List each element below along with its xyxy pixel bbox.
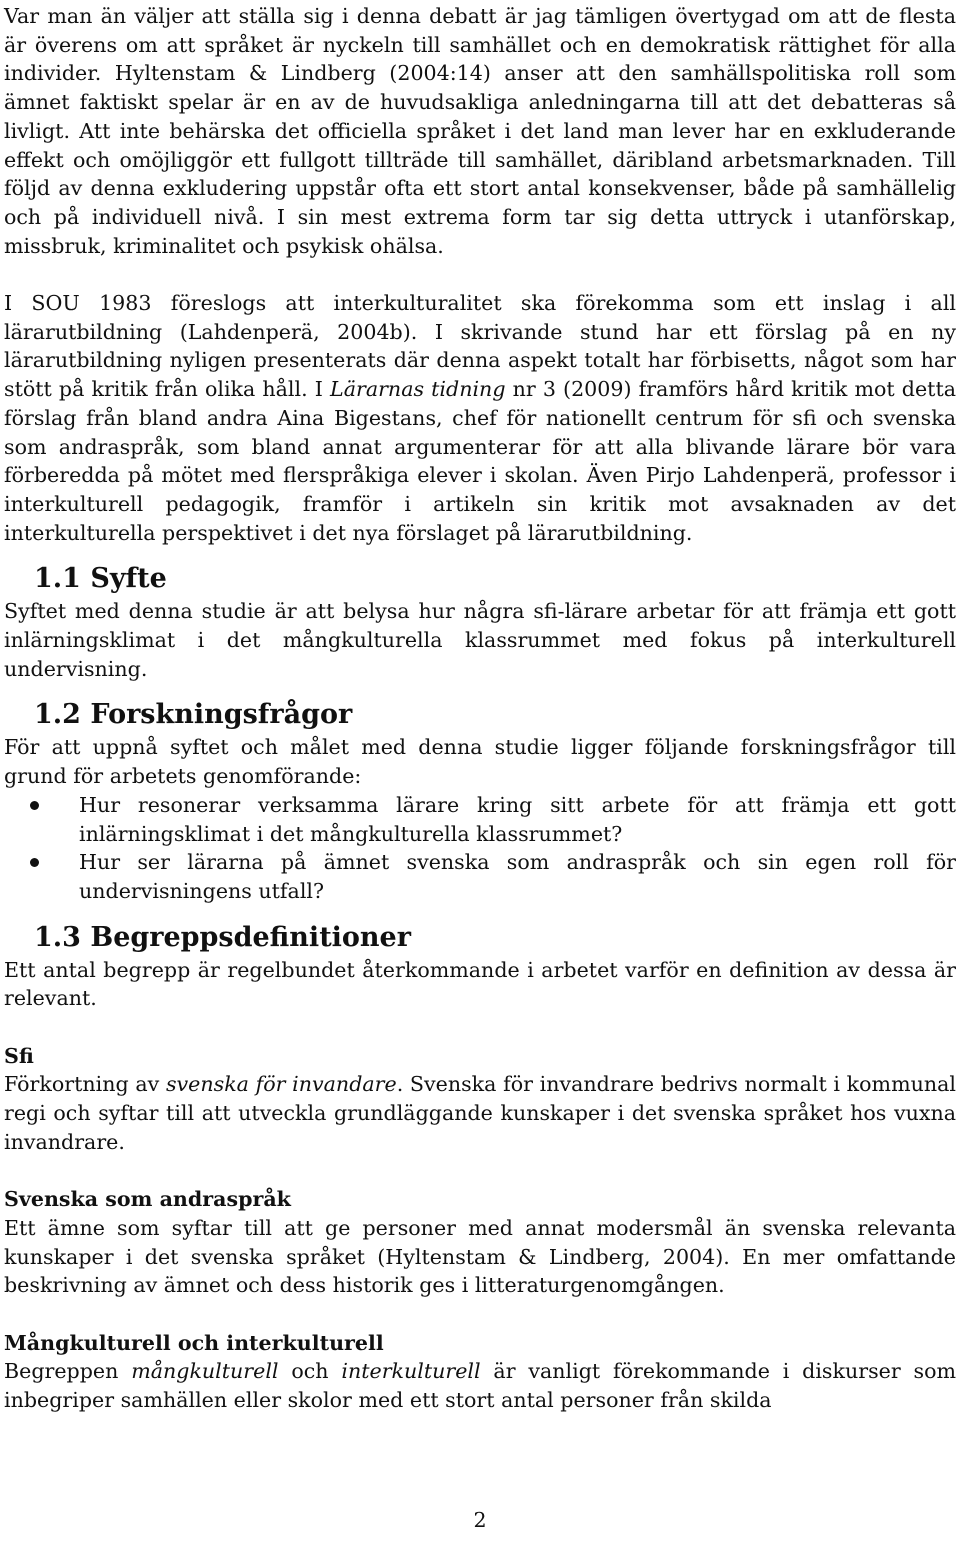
paragraph-mangkulturell-part-b: är vanligt förekommande i diskurser som inbegriper samhällen eller skolor med ett stort antal personer från skilda <box>4 1359 956 1413</box>
paragraph-sva: Ett ämne som syftar till att ge personer med annat modersmål än svenska relevanta kunskaper i det svenska språket (Hyltenstam & Lindberg, 2004). En mer omfattande beskrivning av ämnet och dess historik ges i litteraturgenomgången. <box>4 1215 956 1298</box>
heading-svenska-som-andrasprak: Svenska som andraspråk <box>4 1187 291 1212</box>
paragraph-intro-2-part-b: nr 3 (2009) framförs hård kritik mot detta förslag från bland andra Aina Bigestans, chef för nationellt centrum för sfi och svenska som andraspråk, som bland annat argumenterar för att alla blivande lärare bör vara förberedda på mötet med flerspråkiga elever i skolan. Även Pirjo Lahdenperä, professor i interkulturell pedagogik, framför i artikeln sin kritik mot avsaknaden av det interkulturella perspektivet i det nya förslaget på lärarutbildning. <box>4 377 956 545</box>
paragraph-begrepp: Ett antal begrepp är regelbundet återkommande i arbetet varför en definition av dessa är relevant. <box>4 957 956 1011</box>
document-page <box>4 2 956 1415</box>
heading-syfte: 1.1 Syfte <box>34 563 167 595</box>
paragraph-intro-2 <box>4 289 956 547</box>
paragraph-syfte: Syftet med denna studie är att belysa hur några sfi-lärare arbetar för att främja ett gott inlärningsklimat i det mångkulturella klassrummet med fokus på interkulturell undervisning. <box>4 599 956 681</box>
term-emphasis: mångkulturell <box>131 1359 279 1384</box>
paragraph-sfi-part-b: . Svenska för invandrare bedrivs normalt i kommunal regi och syftar till att utveckla grundläggande kunskaper i det svenska språket hos vuxna invandrare. <box>4 1072 956 1154</box>
heading-begreppsdefinitioner: 1.3 Begreppsdefinitioner <box>34 921 411 953</box>
paragraph-mangkulturell-part-mid: och <box>278 1359 342 1384</box>
paragraph-sfi-part-a: Förkortning av <box>4 1072 166 1097</box>
heading-sfi: Sfi <box>4 1043 34 1068</box>
heading-forskningsfragor: 1.2 Forskningsfrågor <box>34 699 353 731</box>
bullet-icon <box>30 858 39 867</box>
list-item-text: Hur ser lärarna på ämnet svenska som andraspråk och sin egen roll för undervisningens utfall? <box>79 850 956 903</box>
paragraph-intro-1: Var man än väljer att ställa sig i denna debatt är jag tämligen övertygad om att de flesta är överens om att språket är nyckeln till samhället och en demokratisk rättighet för alla individer. Hyltenstam & Lindberg (2004:14) anser att den samhällspolitiska roll som ämnet faktiskt spelar är en av de huvudsakliga anledningarna till att det debatteras så livligt. Att inte behärska det officiella språket i det land man lever har en exkluderande effekt och omöjliggör ett fullgott tillträde till samhället, däribland arbetsmarknaden. Till följd av denna exkludering uppstår ofta ett stort antal konsekvenser, både på samhällelig och på individuell nivå. I sin mest extrema form tar sig detta uttryck i utanförskap, missbruk, kriminalitet och psykisk ohälsa. <box>4 4 956 258</box>
paragraph-mangkulturell-part-a: Begreppen <box>4 1359 132 1384</box>
research-questions-list <box>4 791 956 906</box>
paragraph-forskningsfragor: För att uppnå syftet och målet med denna studie ligger följande forskningsfrågor till grund för arbetets genomförande: <box>4 735 956 789</box>
paragraph-sfi <box>4 1070 956 1156</box>
journal-title: Lärarnas tidning <box>330 377 506 402</box>
paragraph-intro-2-part-a: I SOU 1983 föreslogs att interkulturalitet ska förekomma som ett inslag i all lärarutbildning (Lahdenperä, 2004b). I skrivande stund har ett förslag på en ny lärarutbildning nyligen presenterats där denna aspekt totalt har förbisetts, något som har stött på kritik från olika håll. I <box>4 291 956 402</box>
bullet-icon <box>30 801 39 810</box>
heading-mangkulturell: Mångkulturell och interkulturell <box>4 1330 384 1355</box>
list-item-text: Hur resonerar verksamma lärare kring sitt arbete för att främja ett gott inlärningsklimat i det mångkulturella klassrummet? <box>79 792 956 846</box>
paragraph-mangkulturell <box>4 1357 956 1414</box>
list-item <box>4 848 956 905</box>
list-item <box>4 791 956 848</box>
term-emphasis: interkulturell <box>341 1359 481 1384</box>
page-number: 2 <box>473 1508 487 1532</box>
term-emphasis: svenska för invandare <box>165 1072 397 1097</box>
